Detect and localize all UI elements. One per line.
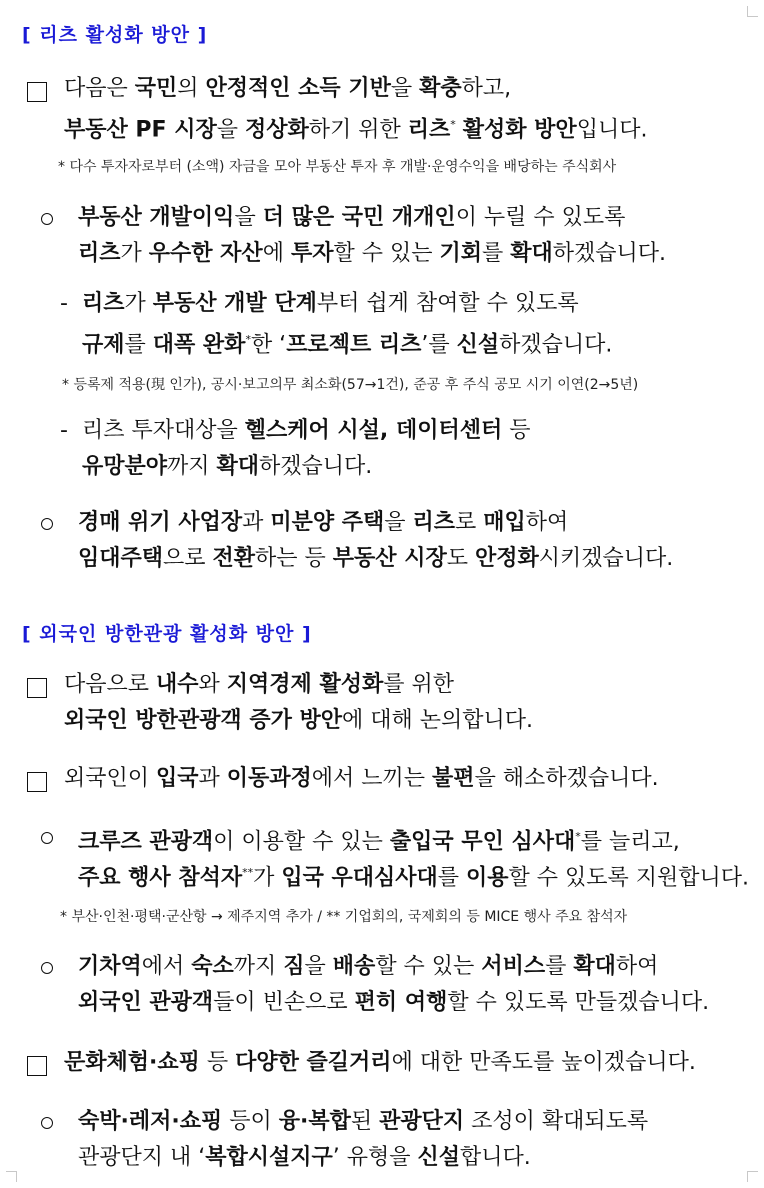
emphasis-text: 전환 [212, 546, 256, 571]
emphasis-text: 불편 [432, 766, 475, 791]
text-segment: 가 [253, 865, 282, 891]
emphasis-text: 리츠 [78, 241, 121, 266]
paragraph-line [64, 1048, 696, 1078]
text-segment: ’를 [421, 332, 457, 358]
square-bullet-icon [27, 1056, 47, 1076]
footnote: * 등록제 적용(現 인가), 공시·보고의무 최소화(57→1건), 준공 후 주식 공모 시기 이연(2→5년) [62, 377, 639, 393]
paragraph-line [64, 706, 533, 736]
paragraph-line [78, 203, 625, 233]
emphasis-text: 헬스케어 시설, 데이터센터 [244, 418, 503, 443]
emphasis-text: 확대 [216, 454, 260, 479]
emphasis-text: 외국인 관광객 [78, 990, 214, 1015]
text-segment: 할 수 있는 [375, 954, 482, 979]
text-segment: 과 [198, 766, 227, 791]
text-segment: 하겠습니다. [259, 454, 373, 479]
text-segment: 다음은 [64, 76, 135, 101]
text-segment: 할 수 있도록 지원합니다. [508, 865, 750, 891]
text-segment: 에 [262, 241, 291, 266]
emphasis-text: 입국 우대심사대 [281, 865, 438, 891]
emphasis-text: 관광단지 [379, 1109, 465, 1134]
text-segment: 를 [481, 241, 511, 266]
emphasis-text: 문화체험·쇼핑 [64, 1050, 200, 1075]
text-segment: 를 위한 [383, 672, 454, 697]
page-corner-mark [747, 6, 758, 17]
text-segment: 까지 [233, 954, 284, 979]
paragraph-line [82, 452, 372, 482]
circle-bullet-icon [41, 832, 53, 844]
text-segment: 하겠습니다. [499, 332, 613, 358]
text-segment: 을 [390, 76, 420, 101]
emphasis-text: 신설 [456, 332, 500, 358]
paragraph-line [82, 325, 612, 360]
text-segment: 다음으로 [64, 672, 157, 697]
text-segment: 들이 빈손으로 [213, 990, 355, 1015]
text-segment: 과 [242, 510, 271, 535]
paragraph-line [78, 1107, 648, 1137]
footnote-marker: * [575, 830, 581, 843]
emphasis-text: 확대 [573, 954, 616, 979]
text-segment: 하기 위한 [308, 117, 408, 143]
circle-bullet-icon [41, 1117, 53, 1129]
emphasis-text: 안정화 [474, 546, 539, 571]
emphasis-text: 리츠 [82, 291, 125, 316]
paragraph-line [64, 74, 511, 104]
text-segment: 을 해소하겠습니다. [474, 766, 659, 791]
paragraph-line [78, 952, 658, 982]
text-segment: 에 대해 논의합니다. [342, 708, 534, 733]
text-segment: 부터 쉽게 참여할 수 있도록 [316, 291, 579, 316]
text-segment: 로 [455, 510, 484, 535]
emphasis-text: 확충 [419, 76, 462, 101]
text-segment: 등 [199, 1050, 236, 1075]
footnote: * 부산·인천·평택·군산항 → 제주지역 추가 / ** 기업회의, 국제회의 등 MICE 행사 주요 참석자 [60, 909, 628, 925]
footnote-marker: * [450, 118, 456, 131]
text-segment: 하겠습니다. [552, 241, 666, 266]
emphasis-text: 대폭 완화 [152, 332, 246, 358]
emphasis-text: 임대주택 [78, 546, 164, 571]
text-segment: 할 수 있는 [333, 241, 440, 266]
emphasis-text: 숙소 [191, 954, 234, 979]
text-segment: 이 이용할 수 있는 [213, 829, 390, 855]
footnote: * 다수 투자자로부터 (소액) 자금을 모아 부동산 투자 후 개발·운영수익을 배당하는 주식회사 [58, 159, 617, 175]
emphasis-text: 매입 [483, 510, 526, 535]
text-segment: 된 [350, 1109, 380, 1134]
emphasis-text: 프로젝트 리츠 [286, 332, 422, 358]
text-segment: 를 [437, 865, 467, 891]
text-segment: 에서 느끼는 [311, 766, 433, 791]
dash-bullet: - [60, 418, 68, 443]
emphasis-text: 지역경제 활성화 [226, 672, 384, 697]
page-corner-mark [747, 1171, 758, 1182]
emphasis-text: 출입국 무인 심사대 [389, 829, 576, 855]
text-segment: 할 수 있도록 만들겠습니다. [447, 990, 710, 1015]
paragraph-line [82, 416, 530, 446]
section-title-reits: [ 리츠 활성화 방안 ] [22, 24, 208, 46]
text-segment: 관광단지 내 ‘ [78, 1145, 206, 1170]
emphasis-text: 신설 [417, 1145, 461, 1170]
square-bullet-icon [27, 678, 47, 698]
text-segment: 리츠 투자대상을 [82, 418, 245, 443]
text-segment: 와 [198, 672, 227, 697]
text-segment: 을 [304, 954, 333, 979]
text-segment: 입니다. [576, 117, 648, 143]
page-corner-mark [6, 1171, 17, 1182]
emphasis-text: 이동과정 [226, 766, 312, 791]
emphasis-text: 배송 [332, 954, 376, 979]
emphasis-text: 국민 [134, 76, 178, 101]
text-segment: 한 ‘ [250, 332, 287, 358]
paragraph-line [78, 988, 709, 1018]
paragraph-line [78, 544, 673, 574]
emphasis-text: 투자 [290, 241, 334, 266]
section-title-tourism: [ 외국인 방한관광 활성화 방안 ] [22, 623, 312, 645]
emphasis-text: 짐 [283, 954, 305, 979]
text-segment: 가 [120, 241, 149, 266]
paragraph-line [64, 670, 454, 700]
text-segment: 을 [216, 117, 245, 143]
footnote-marker: ** [242, 866, 254, 879]
text-segment: 에 대한 만족도를 높이겠습니다. [391, 1050, 696, 1075]
emphasis-text: 안정적인 소득 기반 [205, 76, 391, 101]
text-segment: 등 [502, 418, 531, 443]
emphasis-text: 크루즈 관광객 [78, 829, 214, 855]
emphasis-text: 부동산 시장 [332, 546, 447, 571]
emphasis-text: 부동산 개발 단계 [152, 291, 317, 316]
text-segment: 를 [124, 332, 153, 358]
circle-bullet-icon [41, 518, 53, 530]
emphasis-text: 외국인 방한관광객 증가 방안 [64, 708, 343, 733]
emphasis-text: 부동산 개발이익 [78, 205, 235, 230]
text-segment: 를 [545, 954, 574, 979]
paragraph-line [78, 858, 749, 893]
text-segment: ’ 유형을 [332, 1145, 418, 1170]
emphasis-text: 부동산 PF 시장 [64, 117, 217, 143]
footnote-marker: * [245, 333, 251, 346]
emphasis-text: 숙박·레저·쇼핑 [78, 1109, 223, 1134]
emphasis-text: 서비스 [481, 954, 546, 979]
circle-bullet-icon [41, 962, 53, 974]
emphasis-text: 더 많은 국민 개개인 [262, 205, 456, 230]
paragraph-line [64, 110, 647, 145]
circle-bullet-icon [41, 213, 53, 225]
paragraph-line [78, 1143, 531, 1173]
paragraph-line [78, 239, 666, 269]
text-segment: 하고, [461, 76, 512, 101]
text-segment: 을 [384, 510, 413, 535]
emphasis-text: 규제 [82, 332, 125, 358]
paragraph-line [64, 764, 659, 794]
dash-bullet: - [60, 291, 68, 316]
emphasis-text: 편히 여행 [354, 990, 448, 1015]
text-segment: 으로 [163, 546, 213, 571]
emphasis-text: 이용 [466, 865, 509, 891]
text-segment: 하여 [615, 954, 659, 979]
emphasis-text: 융·복합 [278, 1109, 351, 1134]
text-segment: 에서 [141, 954, 192, 979]
text-segment: 의 [177, 76, 206, 101]
paragraph-line [78, 822, 680, 857]
text-segment: 을 [234, 205, 263, 230]
emphasis-text: 확대 [510, 241, 553, 266]
emphasis-text: 기차역 [78, 954, 142, 979]
text-segment: 등이 [222, 1109, 279, 1134]
text-segment: 도 [446, 546, 475, 571]
text-segment: 합니다. [460, 1145, 531, 1170]
text-segment: 하여 [525, 510, 569, 535]
emphasis-text: 내수 [156, 672, 199, 697]
emphasis-text: 입국 [156, 766, 199, 791]
text-segment: 외국인이 [64, 766, 157, 791]
emphasis-text: 정상화 [244, 117, 309, 143]
text-segment: 하는 등 [255, 546, 333, 571]
square-bullet-icon [27, 772, 47, 792]
emphasis-text: 리츠 [412, 510, 456, 535]
text-segment: 를 늘리고, [580, 829, 680, 855]
emphasis-text: 복합시설지구 [205, 1145, 333, 1170]
text-segment: 이 누릴 수 있도록 [455, 205, 626, 230]
text-segment: 조성이 확대되도록 [464, 1109, 649, 1134]
emphasis-text: 리츠 [407, 117, 451, 143]
emphasis-text: 활성화 방안 [462, 117, 577, 143]
text-segment: 가 [124, 291, 153, 316]
emphasis-text: 다양한 즐길거리 [235, 1050, 392, 1075]
emphasis-text: 우수한 자산 [148, 241, 263, 266]
emphasis-text: 유망분야 [82, 454, 168, 479]
paragraph-line [82, 289, 579, 319]
square-bullet-icon [27, 82, 47, 102]
emphasis-text: 미분양 주택 [270, 510, 385, 535]
emphasis-text: 주요 행사 참석자 [78, 865, 243, 891]
text-segment: 시키겠습니다. [538, 546, 674, 571]
text-segment: 까지 [167, 454, 217, 479]
text-segment [456, 117, 463, 142]
emphasis-text: 기회 [439, 241, 482, 266]
emphasis-text: 경매 위기 사업장 [78, 510, 243, 535]
paragraph-line [78, 508, 568, 538]
